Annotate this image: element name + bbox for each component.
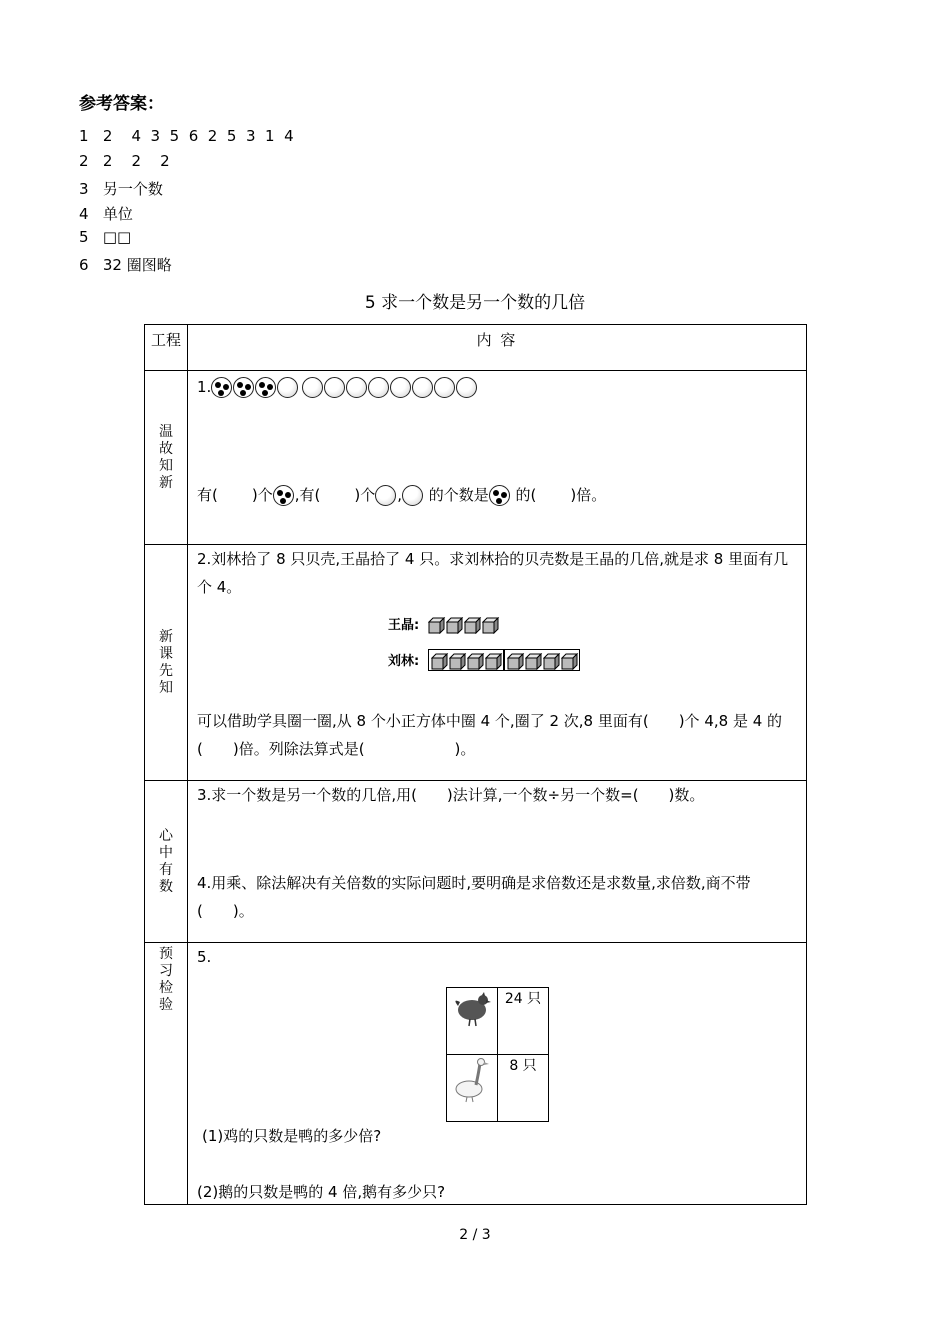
text-part: )个	[354, 486, 376, 504]
soccer-ball-icon	[233, 377, 254, 398]
cube-icon	[464, 617, 480, 633]
cube-icon	[482, 617, 498, 633]
liu-row	[388, 649, 580, 671]
row-label-understand: 心中有数	[159, 827, 173, 895]
soccer-ball-icon	[255, 377, 276, 398]
liu-cubes	[431, 651, 503, 669]
lesson-table	[144, 324, 807, 1205]
liu-label: 刘林:	[388, 654, 420, 669]
volleyball-icon	[412, 377, 433, 398]
volleyball-icon	[346, 377, 367, 398]
cube-icon	[507, 653, 523, 669]
method-question: 3.求一个数是另一个数的几倍,用( )法计算,一个数÷另一个数=( )数。	[197, 786, 705, 804]
understand-content-cell	[188, 781, 807, 943]
question-2: (2)鹅的只数是鸭的 4 倍,鹅有多少只?	[197, 1183, 446, 1201]
soccer-ball-icon	[273, 485, 294, 506]
answer-line: 3 另一个数	[79, 180, 163, 198]
cube-icon	[446, 617, 462, 633]
cube-icon	[525, 653, 541, 669]
volleyball-icon	[368, 377, 389, 398]
circle-question: 可以借助学具圈一圈,从 8 个小正方体中圈 4 个,圈了 2 次,8 里面有( )个 4,8 是 4 的( )倍。列除法算式是( )。	[197, 712, 783, 758]
answer-line: 2 2 2 2	[79, 152, 170, 170]
wang-label: 王晶:	[388, 618, 420, 633]
text-part: )倍。	[570, 486, 607, 504]
volleyball-icon	[456, 377, 477, 398]
header-content: 内 容	[476, 331, 518, 349]
volleyball-icon	[390, 377, 411, 398]
chicken-count-cell	[498, 988, 549, 1055]
volleyball-icon	[302, 377, 323, 398]
text-part: ,	[397, 486, 402, 504]
volleyball-icon	[375, 485, 396, 506]
page-number: 2 / 3	[459, 1227, 491, 1243]
header-content-cell	[188, 325, 807, 371]
text-part: ,有(	[294, 486, 321, 504]
chicken-icon	[450, 988, 494, 1028]
volleyball-icon	[434, 377, 455, 398]
header-project-cell	[145, 325, 188, 371]
row-label-cell	[145, 545, 188, 781]
goose-icon	[452, 1055, 492, 1103]
goose-count-cell	[498, 1055, 549, 1122]
soccer-ball-icon	[489, 485, 510, 506]
answer-line: 5 □□	[79, 228, 132, 246]
cube-icon	[485, 653, 501, 669]
row-label-preview: 新课先知	[159, 628, 173, 696]
balls-row	[197, 377, 478, 398]
answer-line: 4 单位	[79, 205, 133, 223]
shell-question: 2.刘林拾了 8 只贝壳,王晶拾了 4 只。求刘林拾的贝壳数是王晶的几倍,就是求 8 里面有几个 4。	[197, 550, 789, 596]
header-project: 工程	[150, 331, 181, 349]
answers-title: 参考答案：	[79, 94, 164, 114]
lesson-title: 5 求一个数是另一个数的几倍	[364, 293, 586, 313]
text-part: )个	[251, 486, 273, 504]
text-part: 有(	[197, 486, 218, 504]
row-label-cell	[145, 781, 188, 943]
liu-cubes	[507, 651, 579, 669]
cube-icon	[431, 653, 447, 669]
chicken-count: 24 只	[504, 991, 542, 1007]
row-label-review: 温故知新	[159, 423, 173, 491]
row-label-cell	[145, 943, 188, 1205]
wang-cubes	[428, 615, 500, 633]
cube-icon	[428, 617, 444, 633]
preview-content-cell	[188, 545, 807, 781]
ball-images	[211, 378, 478, 396]
remainder-question: 4.用乘、除法解决有关倍数的实际问题时,要明确是求倍数还是求数量,求倍数,商不带( )。	[197, 874, 751, 920]
question-number: 5.	[197, 948, 212, 966]
question-number: 1.	[197, 378, 212, 396]
review-content-cell	[188, 371, 807, 545]
cube-icon	[561, 653, 577, 669]
liu-cube-group	[428, 649, 504, 671]
answer-line: 6 32 圈图略	[79, 256, 172, 274]
cube-icon	[449, 653, 465, 669]
volleyball-icon	[402, 485, 423, 506]
answer-line: 1 2 4 3 5 6 2 5 3 1 4	[79, 127, 294, 145]
review-question	[197, 483, 606, 507]
text-part: 的个数是	[423, 486, 489, 504]
volleyball-icon	[277, 377, 298, 398]
cube-icon	[467, 653, 483, 669]
cube-icon	[543, 653, 559, 669]
animal-table	[446, 987, 549, 1122]
wang-row	[388, 614, 500, 633]
row-label-cell	[145, 371, 188, 545]
question-1: (1)鸡的只数是鸭的多少倍?	[202, 1127, 382, 1145]
liu-cube-group	[504, 649, 580, 671]
text-part: 的(	[510, 486, 537, 504]
check-content-cell	[188, 943, 807, 1205]
row-label-check: 预习检验	[159, 946, 173, 1013]
chicken-image-cell	[447, 988, 498, 1055]
soccer-ball-icon	[211, 377, 232, 398]
goose-image-cell	[447, 1055, 498, 1122]
goose-count: 8 只	[509, 1058, 537, 1074]
volleyball-icon	[324, 377, 345, 398]
